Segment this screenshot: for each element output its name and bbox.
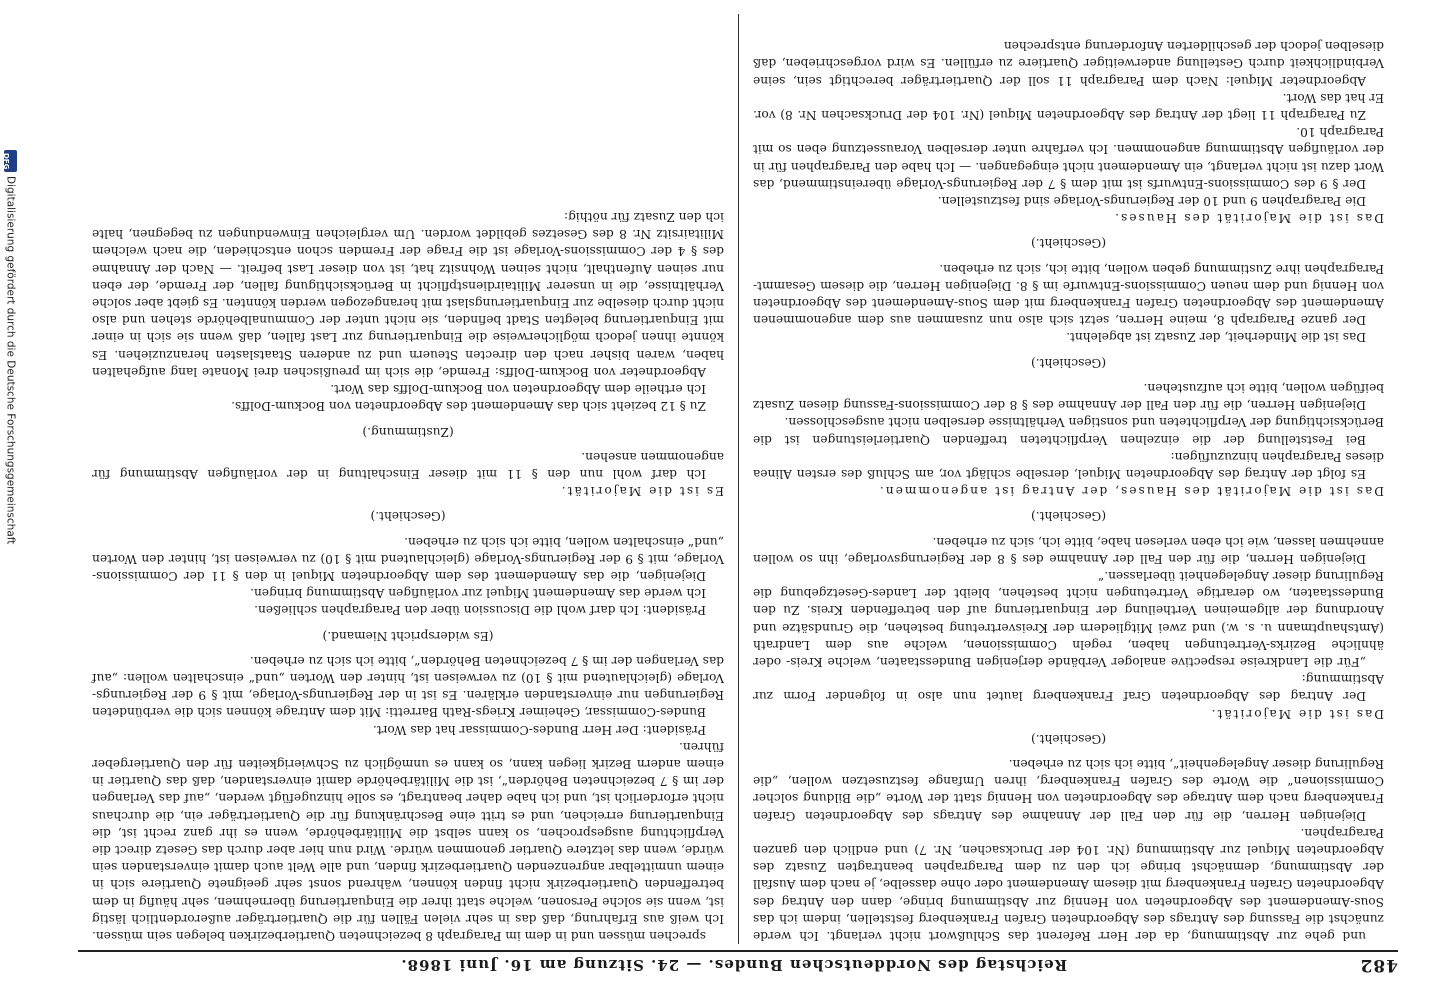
text-columns [78, 14, 1398, 944]
right-column [78, 14, 738, 944]
paragraph: „Für die Landkreise respective analoger Verbände derjenigen Bundesstaaten, welche Kreis- oder ähnliche Bezirks-Vertretungen haben, regeln Commissionen, welche aus dem Landrath (Amtshauptmann u. s. w.) und zwei Mitgliedern der Kreisvertretung bestehen, die Grundsätze und Anordnung der allgemeinen Vertheilung der Einquartierung auf den betreffenden Kreis. Zu den Bundesstaaten, wo derartige Vertretungen nicht bestehen, bleibt der Landes-Gesetzgebung die Regulirung dieser Angelegenheit überlassen.“ [753, 568, 1384, 669]
paragraph: Bei Feststellung der die einzelnen Verpflichteten treffenden Quartierleistungen ist die Berücksichtigung der Verpflichteten und sonstigen Verhältnisse derselben nicht ausgeschlossen. [753, 415, 1384, 447]
page-header-title: Reichstag des Norddeutschen Bundes. — 24. Sitzung am 16. Juni 1868. [400, 956, 1068, 974]
paragraph: Der ganze Paragraph 8, meine Herren, setzt sich also nun zusammen aus dem angenommenen Amendement des Abgeordneten Grafen Frankenberg mit dem Sous-Amendement des Abgeordneten von Hennig und dem neuen Commissions-Entwurfe im § 8. Diejenigen Herren, die diesem Gesammt-Paragraphen ihre Zustimmung geben wollen, bitte ich, sich zu erheben. [753, 261, 1384, 328]
paragraph: Präsident: Ich darf wohl die Discussion über den Paragraphen schließen. [254, 603, 706, 618]
paragraph: (Es widerspricht Niemand.) [322, 628, 494, 643]
page-number: 482 [1359, 955, 1398, 975]
paragraph: (Geschieht.) [1030, 731, 1107, 746]
paragraph: Diejenigen Herren, die für den Fall der Annahme des Antrags des Abgeordneten Grafen Frankenberg nach dem Antrage des Abgeordneten von Hennig statt der Worte „die Bildung solcher Commissionen“ die Worte des Grafen Frankenberg, ihren Umfange festzusetzen wollen, „die Regulirung dieser Angelegenheit“, bitte ich sich zu erheben. [753, 756, 1384, 823]
paragraph: Das ist die Majorität. [1209, 706, 1384, 721]
paragraph: Diejenigen Herren, die für den Fall der Annahme des § 8 der Regierungsvorlage, ihn so wollen annehmen lassen, wie ich eben verlesen habe, bitte ich, sich zu erheben. [753, 534, 1384, 566]
paragraph: Diejenigen, die das Amendement des dem Abgeordneten Miquel in den § 11 der Commissions-Vorlage, mit § 9 der Regierungs-Vorlage (gleichlautend mit § 10) zu verweisen ist, hinter den Worten „und“ einschalten wollen, bitte ich sich zu erheben. [92, 534, 724, 583]
paragraph: Diejenigen Herren, die für den Fall der Annahme des § 8 der Commissions-Fassung diesen Zusatz beifügen wollen, bitte ich aufzustehen. [753, 380, 1384, 413]
digitization-note: Digitalisierung gefördert durch die Deutsche Forschungsgemeinschaft [4, 176, 17, 545]
left-column [738, 14, 1398, 944]
paragraph: Ich werde das Amendement Miquel zur vorläufigen Abstimmung bringen. [250, 586, 706, 601]
running-header [78, 950, 1398, 978]
paragraph: Ich darf wohl nun den § 11 mit dieser Einschaltung in der vorläufigen Abstimmung für angenommen ansehen. [92, 449, 724, 481]
paragraph: Präsident: Der Herr Bundes-Commissar hat das Wort. [372, 722, 706, 737]
paragraph: Zu Paragraph 11 liegt der Antrag des Abgeordneten Miquel (Nr. 104 der Drucksachen Nr. 8) vor. Er hat das Wort. [753, 90, 1384, 123]
digitization-footer [4, 150, 17, 544]
paragraph: Abgeordneter von Bockum-Dolffs: Fremde, die sich im preußischen drei Monate lang aufgehalten haben, waren bisher nach den directen Steuern und zu anderen Staatslasten heranzuziehen. Es könnte ihnen jedoch möglicherweise die Einquartierung zur Last fallen, daß wenn sie sich in einer mit Einquartierung belegten Stadt befinden, sie nicht unter der Communalbehörde stehen und also nicht durch dieselbe zur Einquartierungslast mit herangezogen werden könnten. Es giebt aber solche Verhältnisse, die in unserer Militairdienstpflicht in Berücksichtigung fallen, der Fremde, der eben nur seinen Aufenthalt, nicht seinen Wohnsitz hat, ist von dieser Last befreit. — Nach der Annahme des § 4 der Commissions-Vorlage ist die Frage der Fremden schon entschieden, die nach welchem Militairsitz Nr. 8 des Gesetzes gebildet worden. Um vergleichen Einwendungen zu begegnen, halte ich den Zusatz für nöthig: [92, 210, 724, 379]
paragraph: Es ist die Majorität. [559, 484, 724, 499]
paragraph: und gehe zur Abstimmung, da der Herr Referent das Schlußwort nicht verlangt. Ich werde zunächst die Fassung des Antrags des Abgeordneten Grafen Frankenberg feststellen, indem ich das Sous-Amendement des Abgeordneten von Hennig zur Abstimmung bringe, dann den Antrag des Abgeordneten Grafen Frankenberg mit diesem Amendement oder ohne dasselbe, je nach dem Ausfall der Abstimmung, demnächst bringe ich den zu dem Paragraphen beantragten Zusatz des Abgeordneten Miquel zur Abstimmung (Nr. 104 der Drucksachen, Nr. 7) und endlich den ganzen Paragraphen. [753, 825, 1384, 943]
paragraph: Zu § 12 bezieht sich das Amendement des Abgeordneten von Bockum-Dolffs. [231, 399, 706, 414]
dfg-logo-icon: DFG [4, 150, 17, 172]
paragraph: Der Antrag des Abgeordneten Graf Frankenberg lautet nun also in folgender Form zur Abstimmung: [753, 672, 1384, 704]
paragraph: sprechen müssen und in dem im Paragraph 8 bezeichneten Quartierbezirken belegen sein müssen. Ich weiß aus Erfahrung, daß das in sehr vielen Fällen für die Quartierträger außerordentlich lästig ist, wenn sie solche Personen, welche statt ihrer die Einquartierung übernehmen, sehr häufig in dem betreffenden Quartierbezirk nicht finden können, während sonst sehr geeignete Quartiere sich in einem unmittelbar angrenzenden Quartierbezirk finden, und alle Welt auch damit einverstanden sein würde, wenn das letztere Quartier genommen würde. Wird nun hier aber durch das Gesetz direct die Verpflichtung ausgesprochen, so kann selbst die Militärbehörde, wenn es ihr ganz recht ist, die Einquartierung erreichen, und es tritt eine Beschränkung für die Quartierträger ein, die durchaus nicht erforderlich ist, und ich habe daher beantragt, es solle hinzugefügt werden, „auf das Verlangen der im § 7 bezeichneten Behörden“, ist die Militärbehörde damit einverstanden, daß das Quartier in einem andern Bezirk liegen kann, so kann es unmöglich zu Schwierigkeiten für den Quartiergeber führen. [92, 739, 724, 943]
paragraph: Bundes-Commissar, Geheimer Kriegs-Rath Barretti: Mit dem Antrage können sich die verbündeten Regierungen nur einverstanden erklären. Es ist in der Regierungs-Vorlage, mit § 9 der Regierungs-Vorlage (gleichlautend mit § 10) zu verweisen ist, hinter den Worten „und“ einschalten wollen: „auf das Verlangen der im § 7 bezeichneten Behörden“, bitte ich sich zu erheben. [92, 653, 724, 720]
paragraph: (Geschieht.) [1030, 355, 1107, 370]
paragraph: Das ist die Minderheit, der Zusatz ist abgelehnt. [1066, 330, 1366, 345]
paragraph: Abgeordneter Miquel: Nach dem Paragraph 11 soll der Quartierträger berechtigt sein, seine Verbindlichkeit durch Gestellung anderweitiger Quartiere zu erfüllen. Es wird vorgeschrieben, daß dieselben jedoch der geschilderten Anforderung entsprechen [753, 39, 1384, 88]
paragraph: Ich ertheile dem Abgeordneten von Bockum-Dolffs das Wort. [330, 382, 706, 397]
paragraph: Der § 9 des Commissions-Entwurfs ist mit dem § 7 der Regierungs-Vorlage übereinstimmend, das Wort dazu ist nicht verlangt, ein Amendement nicht eingegangen. — Ich habe den Paragraphen für in der vorläufigen Abstimmung angenommen. Ich verfahre unter derselben Voraussetzung eben so mit Paragraph 10. [753, 125, 1384, 191]
rotated-page [78, 8, 1398, 978]
paragraph: (Geschieht.) [1030, 236, 1107, 251]
paragraph: Die Paragraphen 9 und 10 der Regierungs-Vorlage sind festzustellen. [937, 194, 1366, 209]
paragraph: (Geschieht.) [1030, 509, 1107, 524]
paragraph: Das ist die Majorität des Hauses, der Antrag ist angenommen. [877, 484, 1384, 499]
paragraph: Es folgt der Antrag des Abgeordneten Miquel, derselbe schlägt vor, am Schluß des ersten Alinea dieses Paragraphen hinzuzufügen: [753, 449, 1384, 481]
paragraph: (Zustimmung.) [362, 424, 454, 439]
paragraph: Das ist die Majorität des Hauses. [1113, 211, 1384, 226]
paragraph: (Geschieht.) [370, 509, 446, 524]
